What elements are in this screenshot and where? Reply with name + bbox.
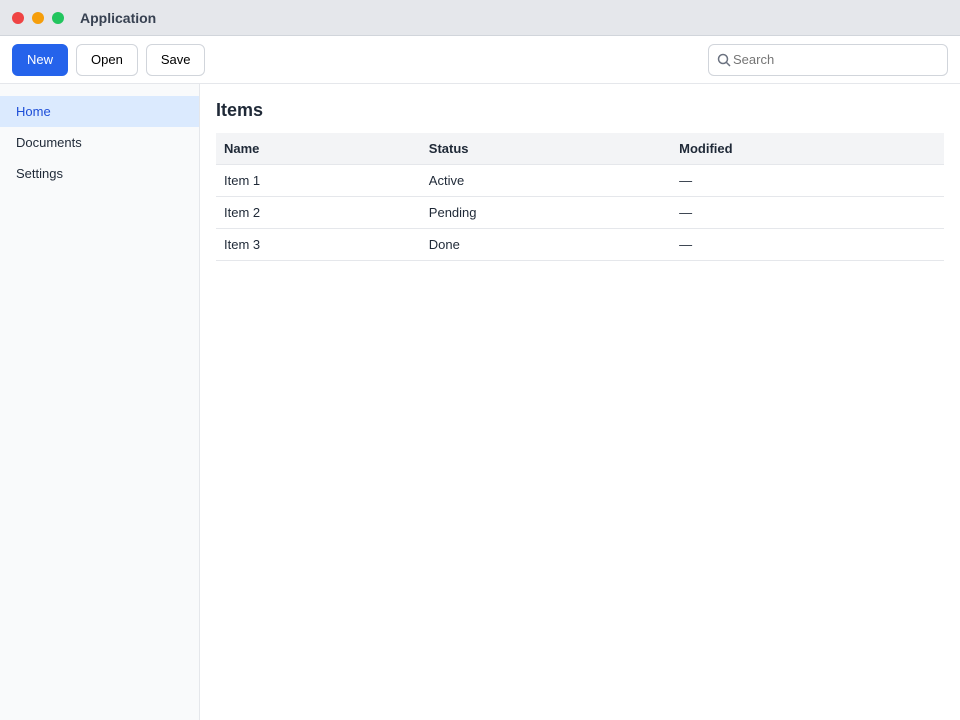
table-row[interactable] xyxy=(216,229,944,261)
search-input[interactable] xyxy=(731,51,939,68)
sidebar-item-settings[interactable] xyxy=(0,158,199,189)
search-icon xyxy=(717,53,731,67)
maximize-window-button[interactable] xyxy=(52,12,64,24)
table-cell: — xyxy=(671,165,944,197)
table-header-row xyxy=(216,133,944,165)
title-bar xyxy=(0,0,960,36)
page-title: Items xyxy=(216,100,264,120)
main-panel xyxy=(200,84,960,720)
table-cell: — xyxy=(671,197,944,229)
sidebar-item-label: Settings xyxy=(16,166,63,181)
sidebar-item-label: Documents xyxy=(16,135,82,150)
sidebar-item-label: Home xyxy=(16,104,51,119)
toolbar xyxy=(0,36,960,84)
column-header[interactable]: Modified xyxy=(671,133,944,165)
items-table xyxy=(216,133,944,261)
table-cell: — xyxy=(671,229,944,261)
column-header[interactable]: Status xyxy=(421,133,671,165)
table-cell: Pending xyxy=(421,197,671,229)
table-cell: Item 1 xyxy=(216,165,421,197)
new-button[interactable]: New xyxy=(12,44,68,76)
close-window-button[interactable] xyxy=(12,12,24,24)
sidebar-item-home[interactable] xyxy=(0,96,199,127)
table-cell: Item 3 xyxy=(216,229,421,261)
save-button[interactable]: Save xyxy=(146,44,206,76)
table-row[interactable] xyxy=(216,197,944,229)
column-header[interactable]: Name xyxy=(216,133,421,165)
search-box xyxy=(708,44,948,76)
open-button[interactable]: Open xyxy=(76,44,138,76)
window-title: Application xyxy=(80,9,157,26)
content-area xyxy=(0,84,960,720)
table-cell: Active xyxy=(421,165,671,197)
window-controls xyxy=(12,12,64,24)
table-row[interactable] xyxy=(216,165,944,197)
minimize-window-button[interactable] xyxy=(32,12,44,24)
sidebar xyxy=(0,84,200,720)
table-cell: Done xyxy=(421,229,671,261)
table-cell: Item 2 xyxy=(216,197,421,229)
sidebar-item-documents[interactable] xyxy=(0,127,199,158)
